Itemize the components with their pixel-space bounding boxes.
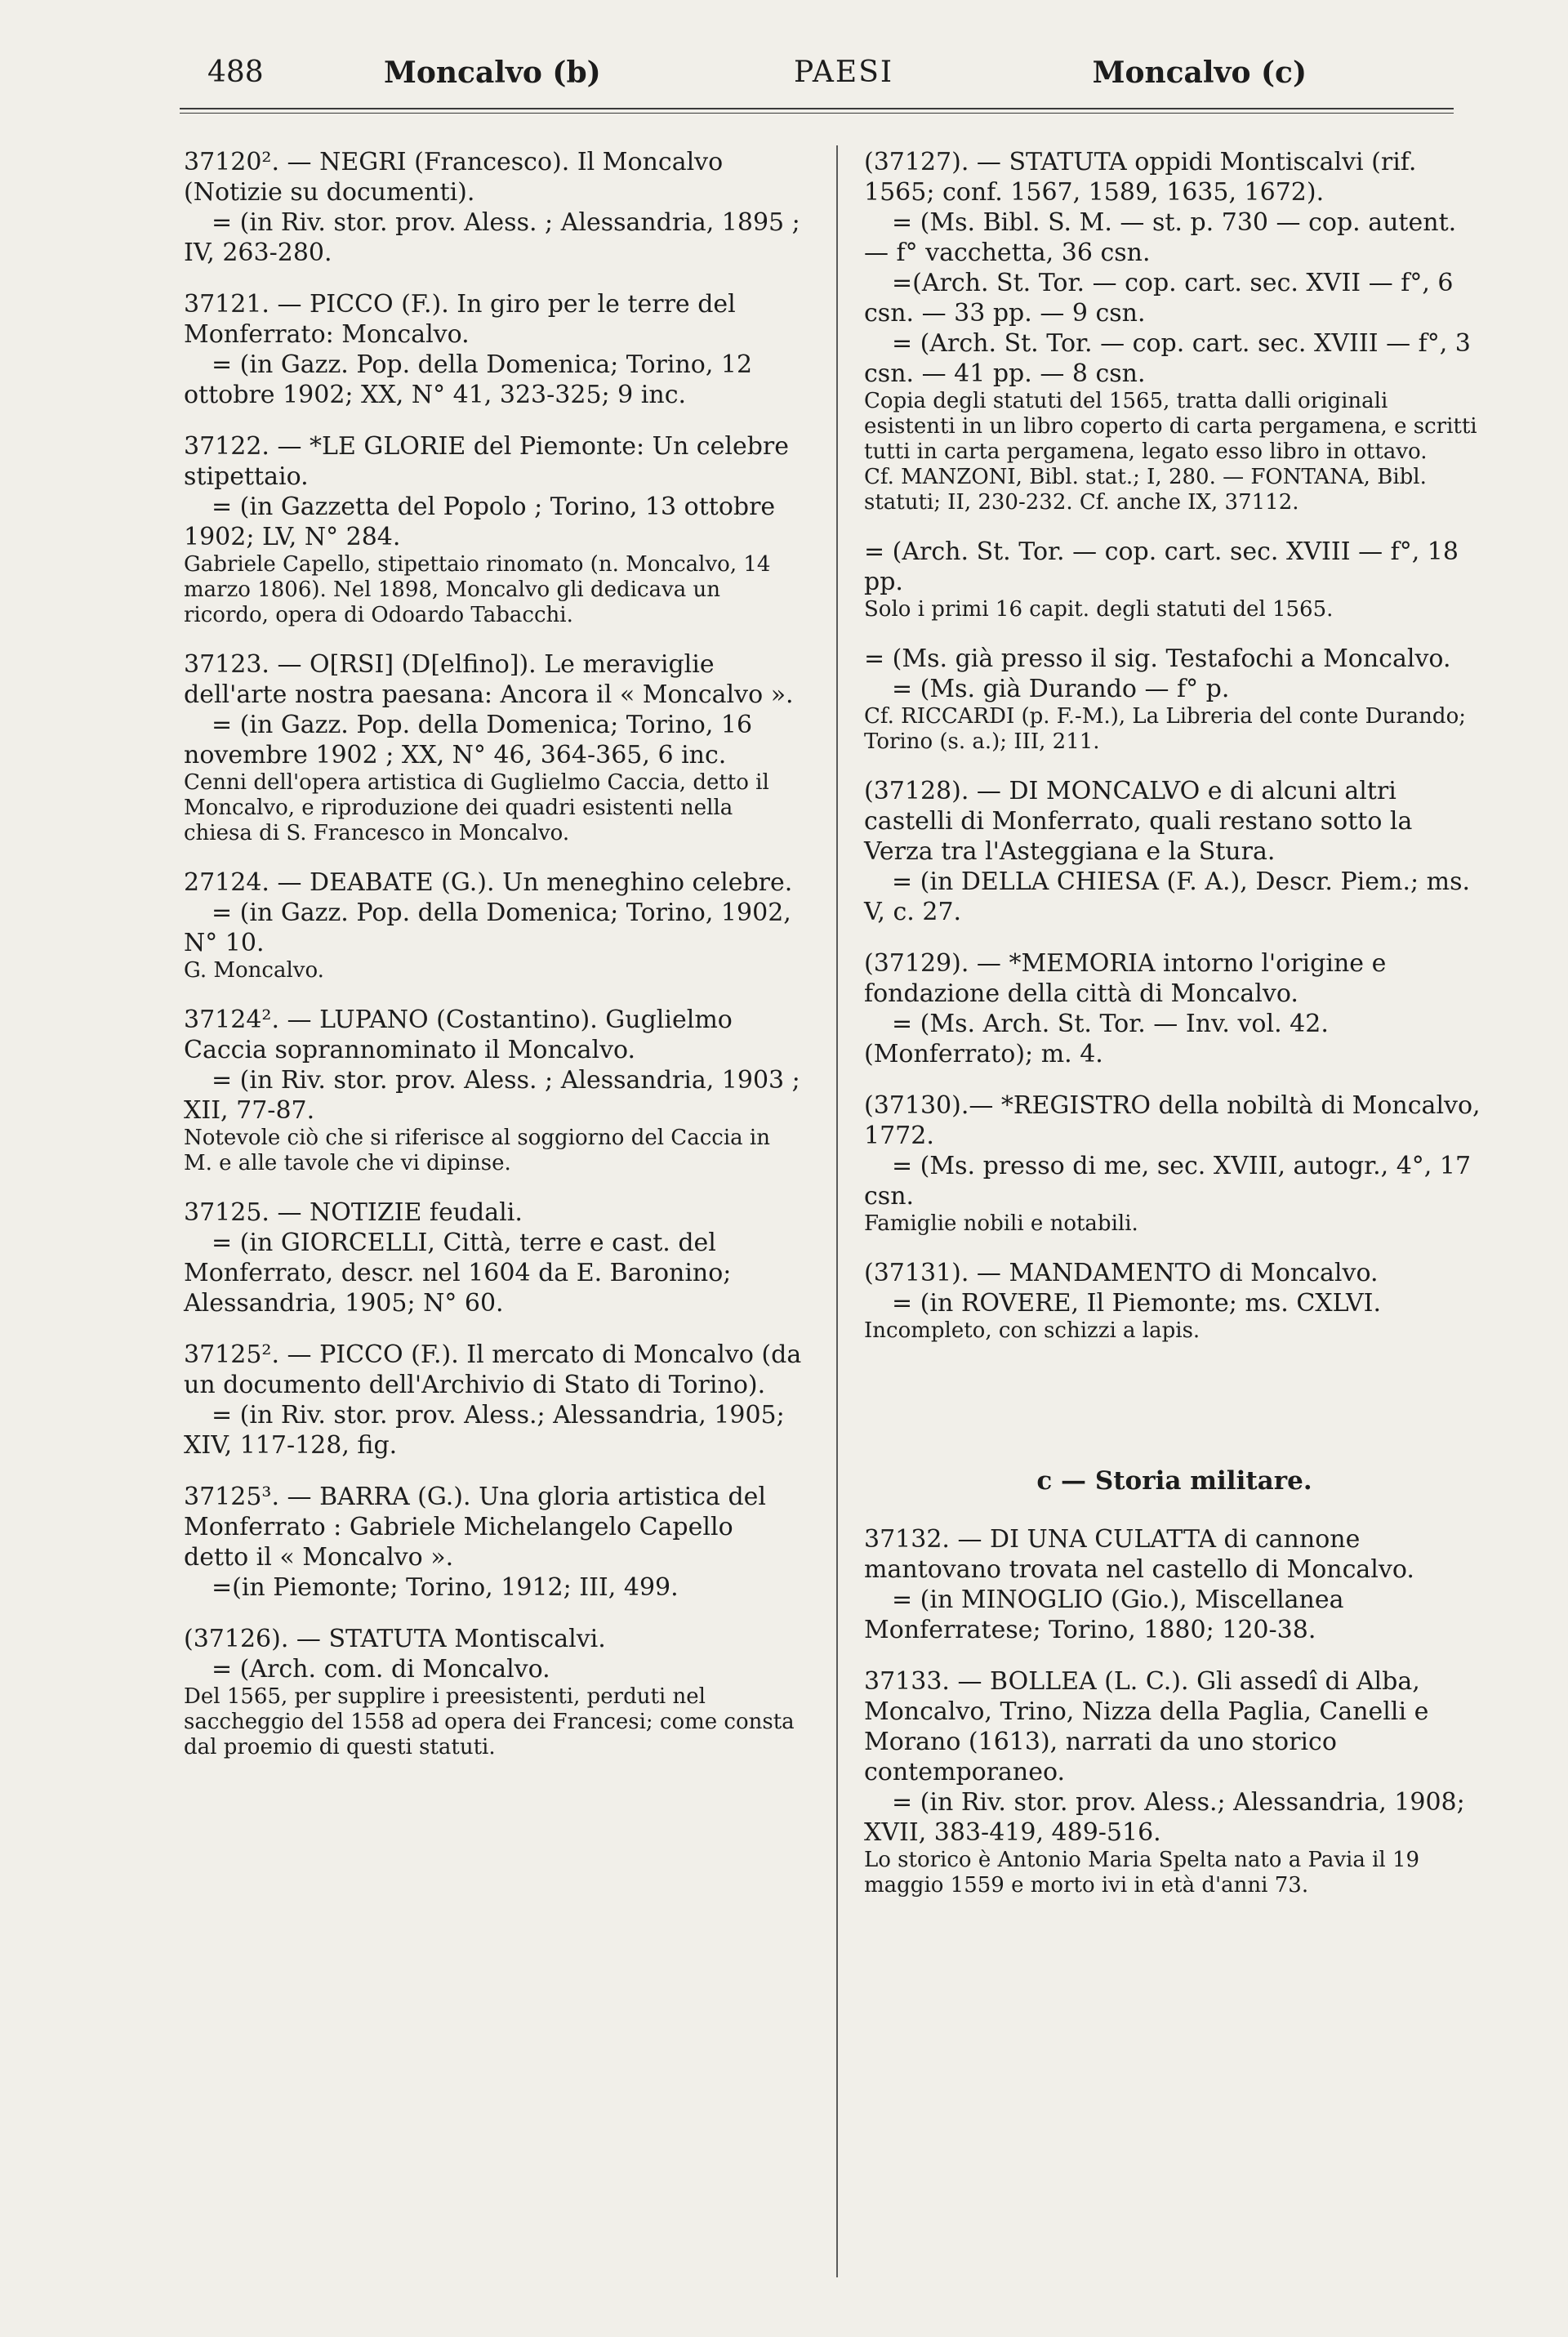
bibliography-entry [864,948,1485,1069]
bibliography-entry [864,1666,1485,1898]
entry-citation: = (in MINOGLIO (Gio.), Miscellanea Monferratese; Torino, 1880; 120-38. [864,1586,1344,1644]
entry-citation: = (in Gazz. Pop. della Domenica; Torino, 12 ottobre 1902; XX, N° 41, 323-325; 9 inc. [184,350,753,409]
entry-citation: = (in ROVERE, Il Piemonte; ms. CXLVI. [892,1289,1382,1318]
bibliography-entry [184,1197,804,1318]
entry-citation: = (Ms. presso di me, sec. XVIII, autogr., 4°, 17 csn. [864,1152,1472,1211]
bibliography-entry [184,867,804,983]
entry-note: Cf. RICCARDI (p. F.-M.), La Libreria del conte Durando; Torino (s. a.); III, 211. [864,704,1466,754]
right-column-entries [864,147,1485,1344]
entry-title: (37126). — STATUTA Montiscalvi. [184,1625,606,1653]
entry-title: 37125³. — BARRA (G.). Una gloria artistica del Monferrato : Gabriele Michelangelo Capello detto il « Moncalvo ». [184,1483,767,1572]
bibliography-entry [184,431,804,628]
entry-citation: = (in Gazz. Pop. della Domenica; Torino, 1902, N° 10. [184,899,791,957]
entry-title: (37129). — *MEMORIA intorno l'origine e fondazione della città di Moncalvo. [864,949,1387,1008]
bibliography-entry [184,1624,804,1760]
entry-note: Del 1565, per supplire i preesistenti, perduti nel saccheggio del 1558 ad opera dei Francesi; come consta dal proemio di questi statuti. [184,1684,795,1759]
entry-citation: = (Ms. già Durando — f° p. [892,675,1230,703]
right-column-entries-military [864,1524,1485,1898]
bibliography-entry [864,644,1485,755]
entry-title: = (Ms. già presso il sig. Testafochi a Moncalvo. [864,644,1451,673]
entry-title: 37121. — PICCO (F.). In giro per le terre del Monferrato: Moncalvo. [184,290,736,349]
right-column [864,147,1485,1920]
header-rule-thin [180,113,1454,114]
bibliography-entry [864,1090,1485,1237]
entry-note: G. Moncalvo. [184,958,324,983]
bibliography-entry [864,1258,1485,1344]
entry-note: Notevole ciò che si riferisce al soggiorno del Caccia in M. e alle tavole che vi dipinse. [184,1126,770,1175]
right-running-title: Moncalvo (c) [1092,56,1307,90]
entry-citation: = (Ms. Bibl. S. M. — st. p. 730 — cop. autent. — f° vacchetta, 36 csn. [864,208,1457,267]
entry-citation: = (Arch. St. Tor. — cop. cart. sec. XVIII — f°, 3 csn. — 41 pp. — 8 csn. [864,329,1471,388]
entry-note: Cenni dell'opera artistica di Guglielmo Caccia, detto il Moncalvo, e riproduzione dei quadri esistenti nella chiesa di S. Francesco in Moncalvo. [184,770,769,845]
entry-title: 37123. — O[RSI] (D[elfino]). Le meraviglie dell'arte nostra paesana: Ancora il « Moncalvo ». [184,650,794,709]
bibliography-entry [864,147,1485,515]
bibliography-entry [184,289,804,410]
bibliography-entry [864,537,1485,622]
entry-note: Cf. MANZONI, Bibl. stat.; I, 280. — FONTANA, Bibl. statuti; II, 230-232. Cf. anche IX, 37112. [864,465,1427,515]
left-column [184,147,804,1782]
entry-title: 37120². — NEGRI (Francesco). Il Moncalvo (Notizie su documenti). [184,148,724,207]
entry-title: = (Arch. St. Tor. — cop. cart. sec. XVIII — f°, 18 pp. [864,537,1459,596]
entry-citation: =(in Piemonte; Torino, 1912; III, 499. [212,1573,679,1602]
entry-citation: = (in DELLA CHIESA (F. A.), Descr. Piem.; ms. V, c. 27. [864,867,1471,926]
entry-citation: = (Arch. com. di Moncalvo. [212,1655,550,1684]
header-rule [180,108,1454,109]
entry-note: Gabriele Capello, stipettaio rinomato (n. Moncalvo, 14 marzo 1806). Nel 1898, Moncalvo gli dedicava un ricordo, opera di Odoardo Tabacchi. [184,552,771,627]
entry-note: Lo storico è Antonio Maria Spelta nato a Pavia il 19 maggio 1559 e morto ivi in età d'anni 73. [864,1848,1420,1898]
entry-title: (37130).— *REGISTRO della nobiltà di Moncalvo, 1772. [864,1091,1481,1150]
section-heading: c — Storia militare. [1036,1466,1312,1496]
entry-note: Solo i primi 16 capit. degli statuti del 1565. [864,597,1334,622]
entry-note: Copia degli statuti del 1565, tratta dalli originali esistenti in un libro coperto di carta pergamena, e scritti tutti in carta pergamena, legato esso libro in ottavo. [864,389,1477,464]
bibliography-entry [184,1340,804,1461]
entry-title: 37132. — DI UNA CULATTA di cannone mantovano trovata nel castello di Moncalvo. [864,1525,1414,1584]
column-divider [836,145,838,2277]
entry-citation: = (in Riv. stor. prov. Aless. ; Alessandria, 1895 ; IV, 263-280. [184,208,800,267]
entry-citation: = (in Riv. stor. prov. Aless. ; Alessandria, 1903 ; XII, 77-87. [184,1066,800,1125]
bibliography-entry [184,1482,804,1603]
entry-citation: = (in Gazz. Pop. della Domenica; Torino, 16 novembre 1902 ; XX, N° 46, 364-365, 6 inc. [184,711,753,769]
center-running-title: PAESI [794,56,894,89]
entry-citation: = (in Riv. stor. prov. Aless.; Alessandria, 1908; XVII, 383-419, 489-516. [864,1788,1465,1847]
bibliography-entry [864,1524,1485,1645]
entry-citation: = (in Riv. stor. prov. Aless.; Alessandria, 1905; XIV, 117-128, fig. [184,1401,785,1460]
bibliography-entry [864,776,1485,927]
entry-title: 37125². — PICCO (F.). Il mercato di Moncalvo (da un documento dell'Archivio di Stato di Torino). [184,1340,802,1399]
bibliography-entry [184,1005,804,1176]
page-number: 488 [207,56,264,89]
entry-title: (37131). — MANDAMENTO di Moncalvo. [864,1259,1379,1287]
bibliography-entry [184,649,804,846]
entry-title: 27124. — DEABATE (G.). Un meneghino celebre. [184,868,793,897]
entry-note: Incompleto, con schizzi a lapis. [864,1318,1200,1343]
entry-title: 37125. — NOTIZIE feudali. [184,1198,523,1227]
entry-citation: = (in Gazzetta del Popolo ; Torino, 13 ottobre 1902; LV, N° 284. [184,493,776,551]
entry-citation: = (Ms. Arch. St. Tor. — Inv. vol. 42. (Monferrato); m. 4. [864,1010,1329,1068]
entry-title: (37127). — STATUTA oppidi Montiscalvi (rif. 1565; conf. 1567, 1589, 1635, 1672). [864,148,1417,207]
entry-citation: = (in GIORCELLI, Città, terre e cast. del Monferrato, descr. nel 1604 da E. Baronino; Alessandria, 1905; N° 60. [184,1229,732,1318]
entry-note: Famiglie nobili e notabili. [864,1211,1138,1236]
entry-title: (37128). — DI MONCALVO e di alcuni altri castelli di Monferrato, quali restano sotto la Verza tra l'Asteggiana e la Stura. [864,777,1413,866]
bibliography-entry [184,147,804,268]
entry-title: 37133. — BOLLEA (L. C.). Gli assedî di Alba, Moncalvo, Trino, Nizza della Paglia, Canelli e Morano (1613), narrati da uno storico contemporaneo. [864,1667,1429,1786]
entry-title: 37122. — *LE GLORIE del Piemonte: Un celebre stipettaio. [184,432,790,491]
left-running-title: Moncalvo (b) [384,56,601,90]
entry-citation: =(Arch. St. Tor. — cop. cart. sec. XVII — f°, 6 csn. — 33 pp. — 9 csn. [864,269,1454,328]
page-header [180,56,1454,105]
entry-title: 37124². — LUPANO (Costantino). Guglielmo Caccia soprannominato il Moncalvo. [184,1006,733,1064]
